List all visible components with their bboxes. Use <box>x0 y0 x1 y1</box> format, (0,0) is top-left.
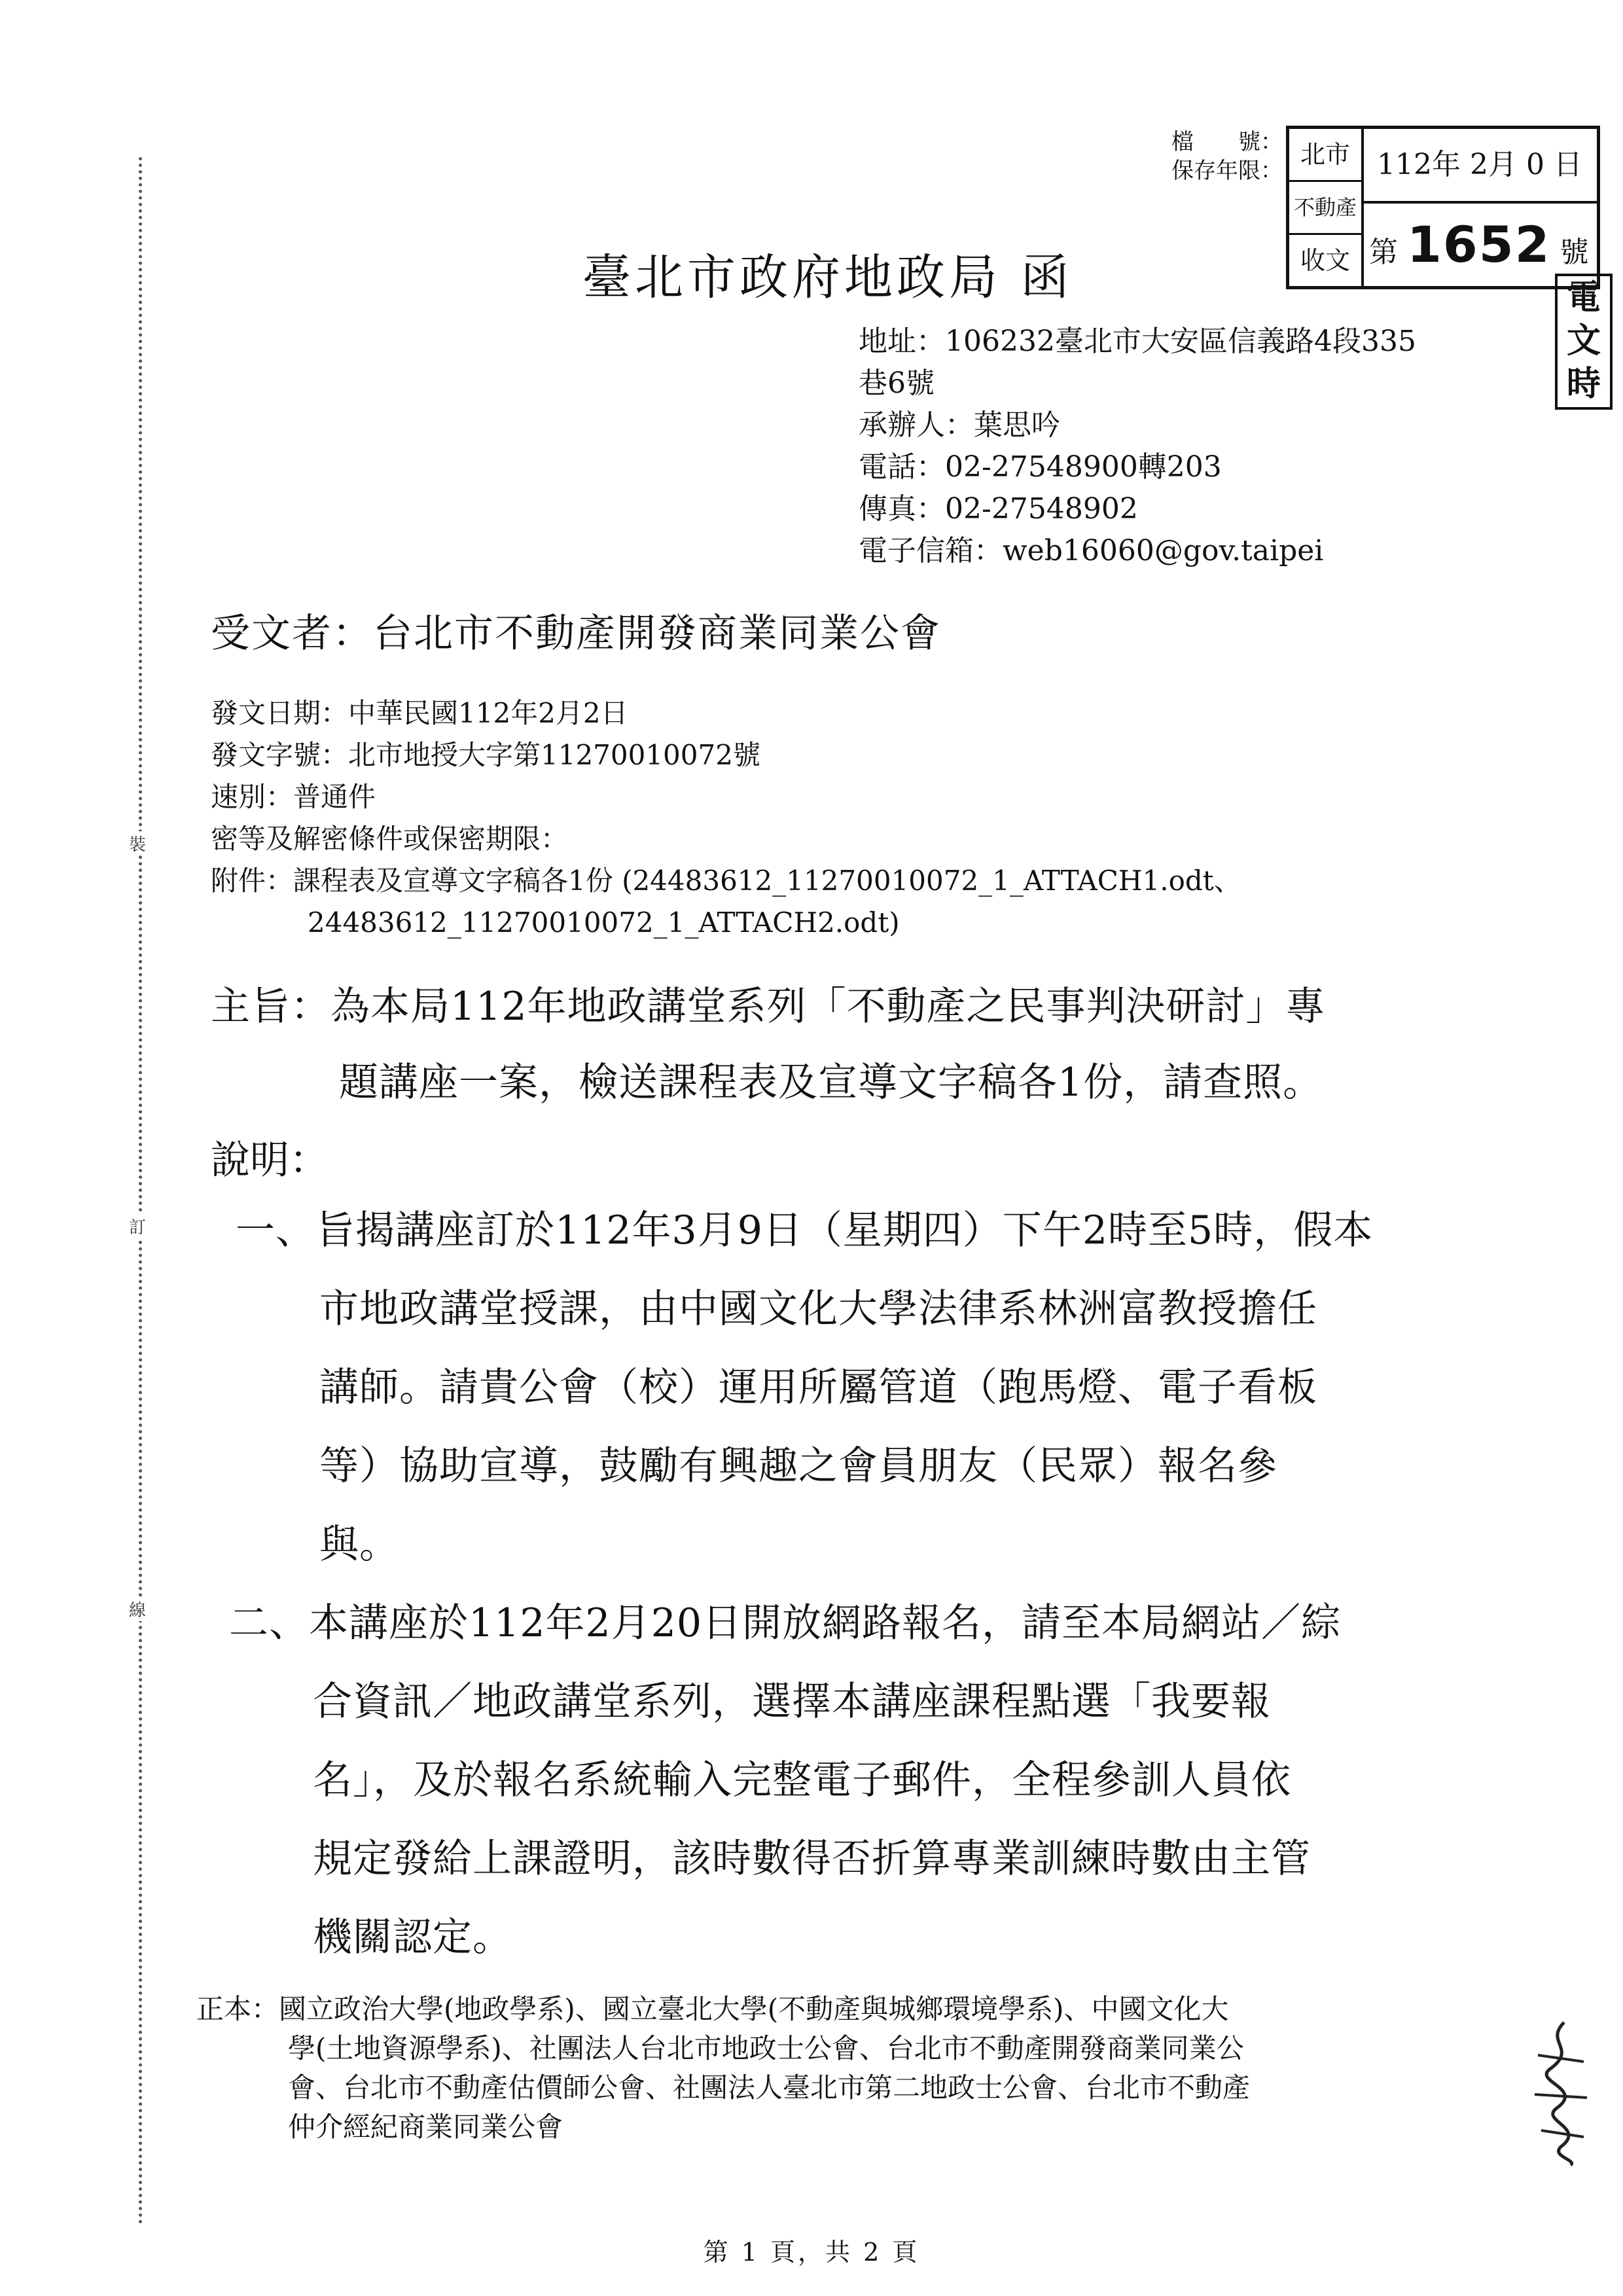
meta-attachment-cont: 24483612_11270010072_1_ATTACH2.odt) <box>308 906 900 939</box>
item-line: 合資訊／地政講堂系列，選擇本講座課程點選「我要報 <box>313 1679 1271 1725</box>
original-recipients <box>196 1990 1479 2147</box>
subject-line: 題講座一案，檢送課程表及宣導文字稿各1份，請查照。 <box>339 1060 1323 1105</box>
receipt-stamp-agency <box>1289 129 1364 286</box>
electronic-doc-stamp: 電文時 <box>1555 274 1613 410</box>
explanation-item-2 <box>229 1584 1472 1977</box>
contact-handler: 承辦人：葉思吟 <box>859 408 1060 442</box>
stamp-agency-city: 北市 <box>1289 129 1361 182</box>
subject-paragraph <box>211 969 1454 1121</box>
document-meta <box>211 692 1241 944</box>
page-number: 第 1 頁，共 2 頁 <box>703 2238 920 2267</box>
receipt-stamp-date: 112年 2月 0 日 <box>1364 129 1597 204</box>
stamp-agency-receive: 收文 <box>1300 246 1350 275</box>
contact-phone: 電話：02-27548900轉203 <box>859 450 1222 484</box>
explanation-item-1 <box>236 1191 1479 1584</box>
recipient: 受文者：台北市不動產開發商業同業公會 <box>211 611 941 656</box>
receipt-stamp <box>1286 126 1600 289</box>
stamp-number-handwritten: 1652 <box>1407 215 1551 274</box>
cc-line: 會、台北市不動產估價師公會、社團法人臺北市第二地政士公會、台北市不動產 <box>288 2072 1251 2104</box>
archive-retention-label: 保存年限： <box>1171 158 1283 184</box>
archive-number-label: 檔 號： <box>1171 129 1283 155</box>
meta-speed: 速別：普通件 <box>211 781 376 813</box>
item-line: 機關認定。 <box>313 1914 512 1960</box>
contact-address-cont: 巷6號 <box>859 367 935 400</box>
binding-mark-zhuang: 裝 <box>124 831 151 855</box>
meta-date: 發文日期：中華民國112年2月2日 <box>211 697 628 729</box>
cc-line: 學(土地資源學系)、社團法人台北市地政士公會、台北市不動產開發商業同業公 <box>288 2032 1244 2064</box>
document-title: 臺北市政府地政局 函 <box>582 249 1073 306</box>
stamp-number-prefix: 第 <box>1369 236 1398 269</box>
ink-scribble-mark <box>1525 2016 1597 2166</box>
item-line: 一、旨揭講座訂於112年3月9日（星期四）下午2時至5時，假本 <box>236 1208 1374 1253</box>
cc-line: 正本：國立政治大學(地政學系)、國立臺北大學(不動產與城鄉環境學系)、中國文化大 <box>196 1993 1229 2025</box>
meta-secrecy: 密等及解密條件或保密期限： <box>211 823 569 855</box>
item-line: 市地政講堂授課，由中國文化大學法律系林洲富教授擔任 <box>319 1286 1317 1332</box>
contact-address: 地址：106232臺北市大安區信義路4段335 <box>859 325 1416 358</box>
contact-fax: 傳真：02-27548902 <box>859 492 1138 526</box>
binding-mark-ding: 訂 <box>124 1214 151 1238</box>
stamp-agency-dept: 不動產 <box>1289 182 1361 235</box>
item-line: 名」，及於報名系統輸入完整電子郵件，全程參訓人員依 <box>313 1757 1291 1803</box>
explanation-label: 說明： <box>211 1138 329 1183</box>
meta-doc-number: 發文字號：北市地授大字第11270010072號 <box>211 739 760 771</box>
stamp-number-suffix: 號 <box>1560 236 1589 269</box>
binding-margin-dotted-line <box>139 157 142 2225</box>
item-line: 二、本講座於112年2月20日開放網路報名，請至本局網站／綜 <box>229 1600 1342 1646</box>
binding-mark-xian: 線 <box>124 1597 151 1621</box>
contact-block <box>859 321 1480 572</box>
contact-email: 電子信箱：web16060@gov.taipei <box>859 534 1324 567</box>
item-line: 規定發給上課證明，該時數得否折算專業訓練時數由主管 <box>313 1836 1311 1882</box>
cc-line: 仲介經紀商業同業公會 <box>288 2111 563 2143</box>
item-line: 等）協助宣導，鼓勵有興趣之會員朋友（民眾）報名參 <box>319 1443 1277 1489</box>
meta-attachment: 附件：課程表及宣導文字稿各1份 (24483612_11270010072_1_ATTACH1.odt、 <box>211 865 1241 897</box>
archive-labels <box>1152 128 1283 185</box>
subject-line: 主旨：為本局112年地政講堂系列「不動產之民事判決研討」專 <box>211 984 1326 1030</box>
item-line: 與。 <box>319 1522 399 1568</box>
item-line: 講師。請貴公會（校）運用所屬管道（跑馬燈、電子看板 <box>319 1365 1317 1410</box>
